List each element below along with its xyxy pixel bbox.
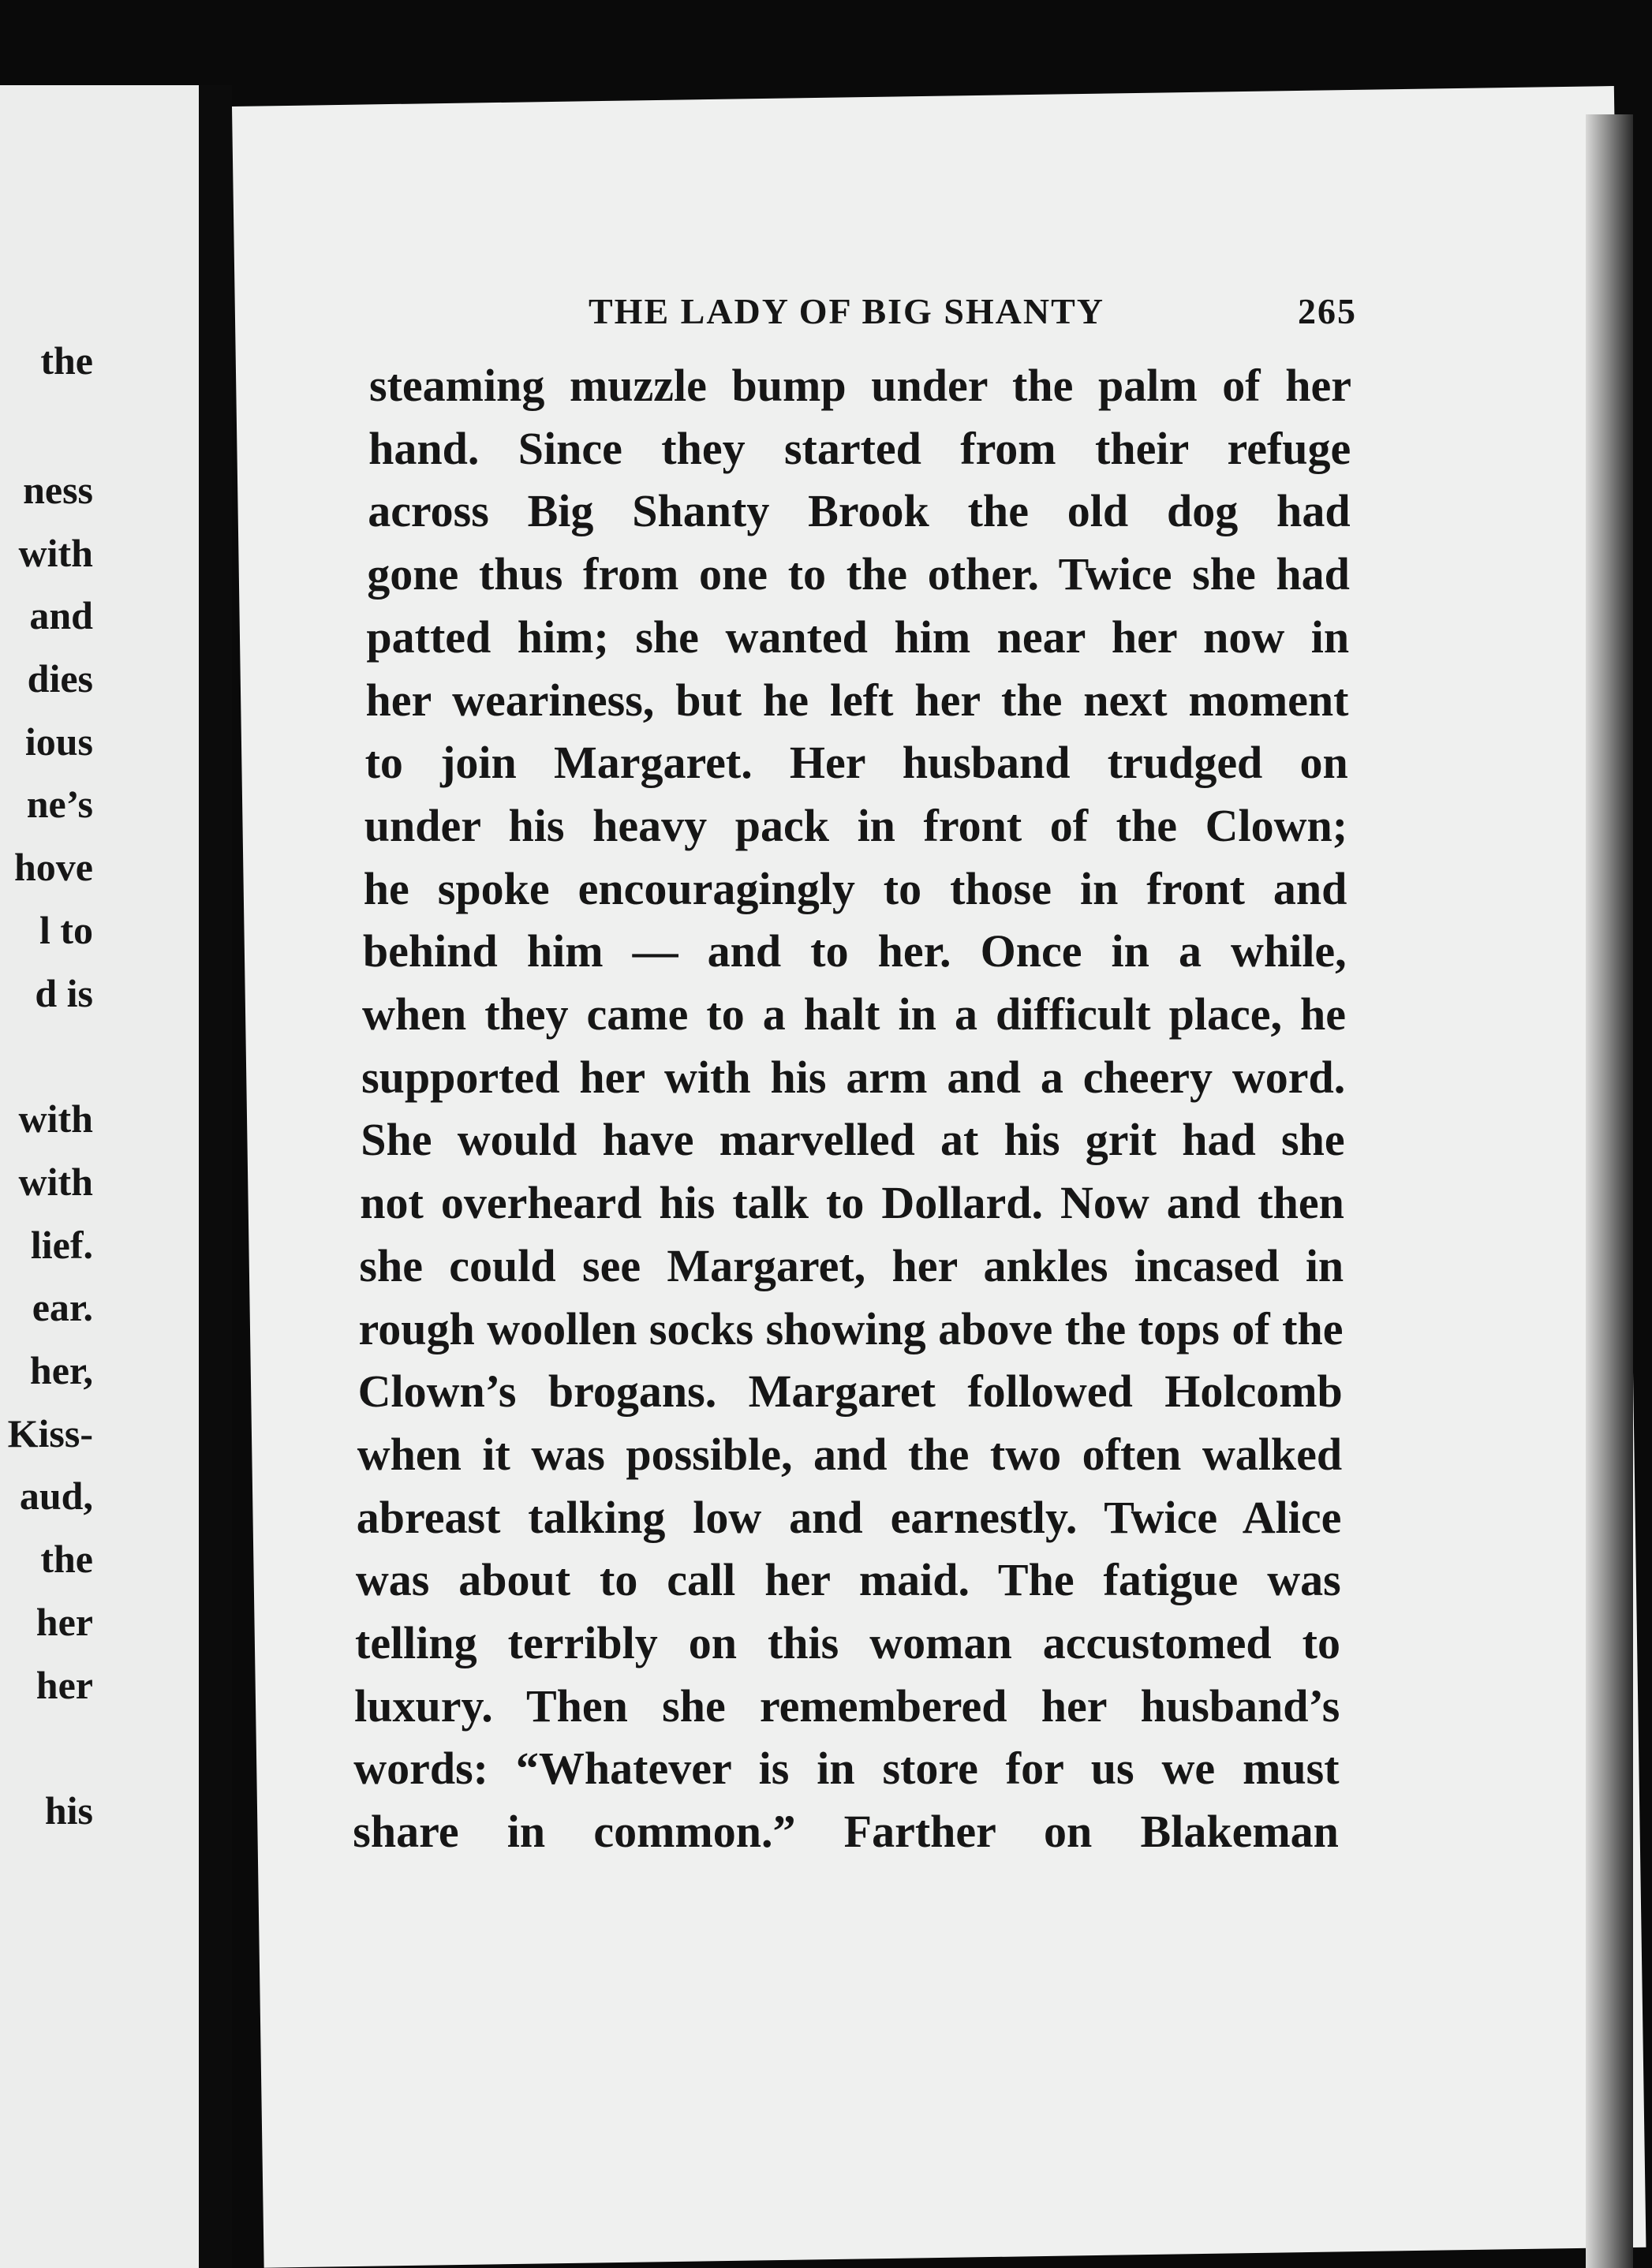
text-line: hand. Since they started from their refuge <box>368 422 1351 474</box>
text-line: steaming muzzle bump under the palm of her <box>369 360 1351 411</box>
left-page-fragment: her <box>36 1600 93 1644</box>
left-page-fragment: hove <box>14 845 93 889</box>
text-line: was about to call her maid. The fatigue was <box>355 1554 1341 1606</box>
page-edge <box>1586 114 1633 2268</box>
text-line: behind him — and to her. Once in a while, <box>362 925 1347 977</box>
text-line: words: “Whatever is in store for us we must <box>353 1743 1340 1795</box>
text-line: telling terribly on this woman accustomed to <box>355 1617 1340 1668</box>
left-page-fragment: the <box>40 338 93 383</box>
text-line: patted him; she wanted him near her now in <box>366 611 1350 663</box>
text-line: when they came to a halt in a difficult place, he <box>362 988 1346 1040</box>
left-page-fragment: Kiss- <box>7 1411 93 1455</box>
text-line: under his heavy pack in front of the Clown; <box>364 799 1348 851</box>
left-page-fragment: lief. <box>30 1223 93 1267</box>
left-page-fragment: and <box>29 593 93 637</box>
text-line: luxury. Then she remembered her husband’s <box>354 1680 1340 1732</box>
running-title: THE LADY OF BIG SHANTY <box>589 291 1105 331</box>
text-line: gone thus from one to the other. Twice she had <box>367 548 1350 600</box>
text-line: not overheard his talk to Dollard. Now and then <box>360 1177 1344 1229</box>
text-line: to join Margaret. Her husband trudged on <box>364 737 1348 789</box>
left-page-fragment: d is <box>35 971 93 1015</box>
text-line: She would have marvelled at his grit had she <box>361 1114 1345 1166</box>
left-page-fragment: ness <box>23 468 93 512</box>
left-page-fragment: ious <box>24 719 93 764</box>
text-line: he spoke encouragingly to those in front and <box>363 862 1347 914</box>
text-line: rough woollen socks showing above the tops of the <box>358 1302 1344 1354</box>
left-page-fragment: ne’s <box>26 782 93 826</box>
left-page-fragment: l to <box>39 908 93 952</box>
left-page-fragment: her <box>36 1663 93 1707</box>
page-header <box>371 290 1357 338</box>
left-page-fragment: the <box>40 1537 93 1581</box>
left-page-fragment: his <box>44 1788 93 1833</box>
page-number: 265 <box>1298 291 1357 331</box>
left-page-fragment: ear. <box>32 1285 93 1329</box>
left-page-fragment: dies <box>27 656 93 701</box>
text-line: her weariness, but he left her the next moment <box>365 674 1349 726</box>
text-line: when it was possible, and the two often walked <box>357 1428 1343 1480</box>
book-gutter <box>199 85 232 2268</box>
left-page-fragment: her, <box>29 1348 93 1392</box>
text-line: she could see Margaret, her ankles incased in <box>359 1239 1344 1291</box>
left-page-fragment: with <box>18 1160 93 1204</box>
left-page-fragment: aud, <box>19 1474 93 1518</box>
text-line: supported her with his arm and a cheery word. <box>361 1051 1346 1103</box>
text-line: share in common.” Farther on Blakeman <box>353 1806 1339 1858</box>
text-line: abreast talking low and earnestly. Twice Alice <box>356 1491 1342 1543</box>
text-line: Clown’s brogans. Margaret followed Holcomb <box>357 1366 1343 1418</box>
text-line: across Big Shanty Brook the old dog had <box>368 485 1351 537</box>
left-page-fragment: with <box>18 1097 93 1141</box>
left-page-fragment: with <box>18 531 93 575</box>
